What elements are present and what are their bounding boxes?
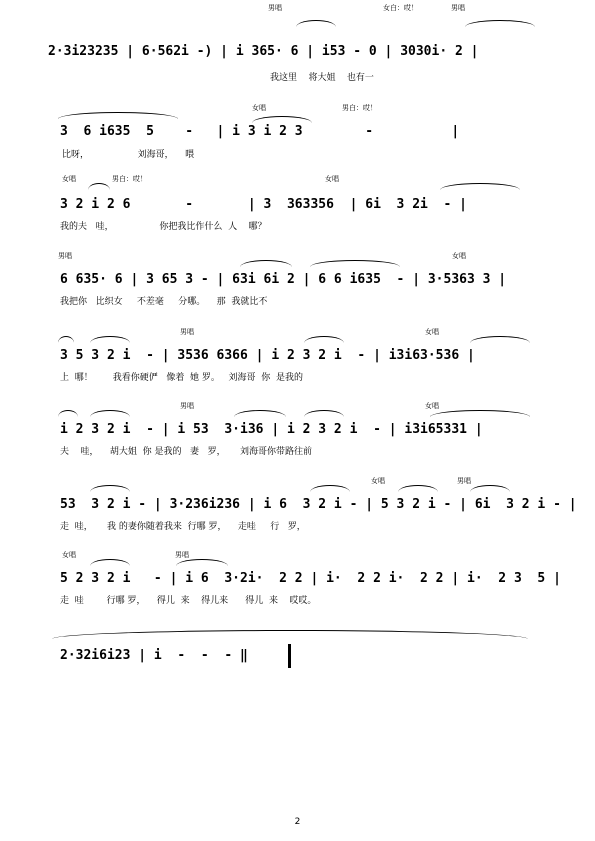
score-system-6 bbox=[0, 402, 595, 466]
slur bbox=[234, 410, 286, 417]
role-label: 女唱 bbox=[62, 175, 76, 183]
notation-line: 3 2 i 2 6 - | 3 363356 | 6i 3 2i - | bbox=[60, 197, 467, 212]
role-label: 男白：哎！ bbox=[342, 104, 377, 112]
notation-line: 5 2 3 2 i - | i 6 3·2i· 2 2 | i· 2 2 i· 2 2 | i· 2 3 5 | bbox=[60, 571, 561, 586]
role-label: 男唱 bbox=[268, 4, 282, 12]
slur bbox=[470, 336, 530, 343]
notation-line: 2·3i23235 | 6·562i -) | i 365· 6 | i53 - 0 | 3030i· 2 | bbox=[48, 44, 479, 59]
score-system-5 bbox=[0, 328, 595, 392]
slur bbox=[470, 485, 510, 492]
lyric-line: 我把你 比织女 不差毫 分哪。 那 我就比不 bbox=[60, 297, 268, 307]
role-label: 女唱 bbox=[62, 551, 76, 559]
final-barline bbox=[288, 644, 291, 668]
lyric-line: 走 哇 行哪 罗， 得儿 来 得儿来 得儿 来 哎哎。 bbox=[60, 596, 317, 606]
lyric-line: 走 哇， 我 的妻你随着我来 行哪 罗， 走哇 行 罗， bbox=[60, 522, 306, 532]
slur bbox=[58, 336, 74, 343]
role-label: 男唱 bbox=[180, 402, 194, 410]
role-label: 女唱 bbox=[425, 402, 439, 410]
role-label: 男白：哎！ bbox=[112, 175, 147, 183]
role-label: 女唱 bbox=[425, 328, 439, 336]
notation-line: 3 5 3 2 i - | 3536 6366 | i 2 3 2 i - | i3i63·536 | bbox=[60, 348, 475, 363]
role-label: 女白：哎！ bbox=[383, 4, 418, 12]
lyric-line: 夫 哇， 胡大姐 你 是我的 妻 罗， 刘海哥你带路往前 bbox=[60, 447, 312, 457]
role-label: 女唱 bbox=[371, 477, 385, 485]
role-label: 女唱 bbox=[325, 175, 339, 183]
slur bbox=[304, 410, 344, 417]
role-label: 女唱 bbox=[452, 252, 466, 260]
slur bbox=[296, 20, 336, 27]
slur bbox=[58, 410, 78, 417]
slur bbox=[52, 630, 528, 639]
notation-line: 3 6 i635 5 - | i 3 i 2 3 - | bbox=[60, 124, 460, 139]
lyric-line: 我这里 将大姐 也有一 bbox=[270, 73, 374, 83]
score-system-7 bbox=[0, 477, 595, 541]
score-system-2 bbox=[0, 104, 595, 168]
slur bbox=[310, 260, 400, 267]
role-label: 男唱 bbox=[451, 4, 465, 12]
slur bbox=[465, 20, 535, 27]
slur bbox=[90, 410, 130, 417]
slur bbox=[90, 485, 130, 492]
score-system-1 bbox=[0, 4, 595, 83]
slur bbox=[90, 559, 130, 566]
slur bbox=[58, 112, 178, 119]
notation-line: i 2 3 2 i - | i 53 3·i36 | i 2 3 2 i - | i3i65331 | bbox=[60, 422, 483, 437]
lyric-line: 上 哪！ 我看你硬俨 像着 她 罗。 刘海哥 你 是我的 bbox=[60, 373, 303, 383]
page-number: 2 bbox=[294, 817, 301, 827]
score-system-4 bbox=[0, 252, 595, 316]
slur bbox=[176, 559, 228, 566]
role-label: 男唱 bbox=[180, 328, 194, 336]
notation-line: 53 3 2 i - | 3·236i236 | i 6 3 2 i - | 5 3 2 i - | 6i 3 2 i - | bbox=[60, 497, 577, 512]
slur bbox=[88, 183, 110, 190]
lyric-line: 比呀， 刘海哥， 喂 bbox=[62, 150, 195, 160]
lyric-line: 我的夫 哇， 你把我比作什么 人 哪？ bbox=[60, 222, 267, 232]
slur bbox=[430, 410, 530, 417]
score-system-3 bbox=[0, 175, 595, 239]
notation-line: 2·32i6i23 | i - - - ‖ bbox=[60, 648, 248, 663]
slur bbox=[440, 183, 520, 190]
slur bbox=[398, 485, 438, 492]
role-label: 男唱 bbox=[58, 252, 72, 260]
slur bbox=[240, 260, 292, 267]
notation-line: 6 635· 6 | 3 65 3 - | 63i 6i 2 | 6 6 i635 - | 3·5363 3 | bbox=[60, 272, 507, 287]
score-system-8 bbox=[0, 551, 595, 615]
role-label: 男唱 bbox=[457, 477, 471, 485]
slur bbox=[90, 336, 130, 343]
slur bbox=[310, 485, 350, 492]
slur bbox=[304, 336, 344, 343]
score-system-9 bbox=[0, 628, 595, 692]
role-label: 女唱 bbox=[252, 104, 266, 112]
role-label: 男唱 bbox=[175, 551, 189, 559]
